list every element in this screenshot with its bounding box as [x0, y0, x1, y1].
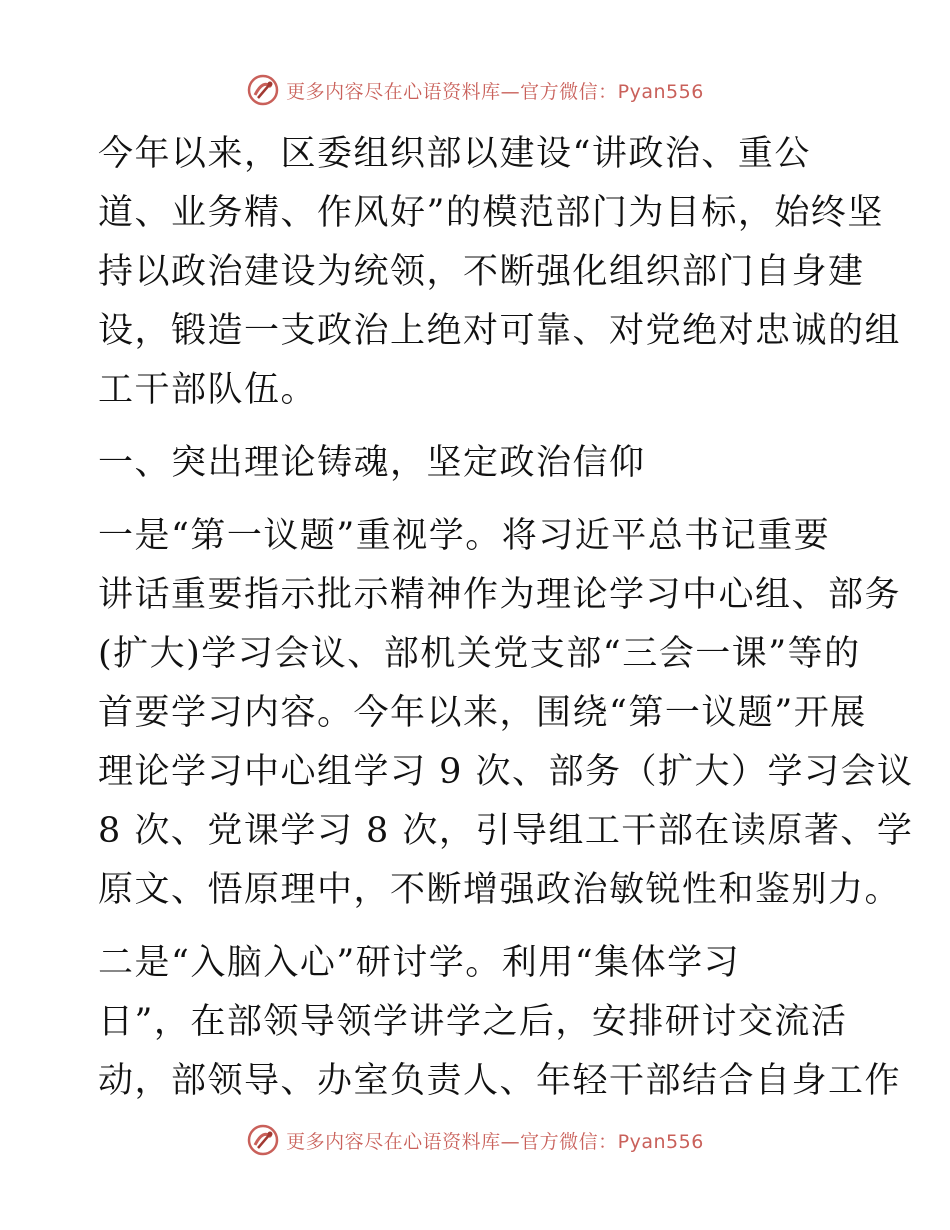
text-line: 设，锻造一支政治上绝对可靠、对党绝对忠诚的组	[98, 311, 902, 351]
text-line: 二是“入脑入心”研讨学。利用“集体学习	[98, 943, 741, 983]
text-line: 讲话重要指示批示精神作为理论学习中心组、部务	[98, 575, 902, 615]
intro-paragraph	[98, 125, 902, 420]
point-two-paragraph	[98, 934, 902, 1111]
header-watermark-banner	[0, 70, 950, 110]
text-line: 首要学习内容。今年以来，围绕“第一议题”开展	[98, 693, 867, 733]
text-line: 原文、悟原理中，不断增强政治敏锐性和鉴别力。	[98, 870, 902, 910]
text-line: 日”，在部领导领学讲学之后，安排研讨交流活	[98, 1002, 848, 1042]
text-line: 一是“第一议题”重视学。将习近平总书记重要	[98, 516, 831, 556]
seal-logo-icon	[246, 73, 280, 107]
section-heading	[98, 434, 858, 493]
footer-banner-text: 更多内容尽在心语资料库—官方微信：Pyan556	[286, 1130, 704, 1153]
text-line: (扩大)学习会议、部机关党支部“三会一课”等的	[98, 634, 861, 674]
document-body	[98, 125, 914, 1125]
text-line: 工干部队伍。	[98, 370, 318, 410]
section-heading-text: 一、突出理论铸魂，坚定政治信仰	[98, 443, 646, 483]
text-line: 动，部领导、办室负责人、年轻干部结合自身工作	[98, 1061, 902, 1101]
text-line: 今年以来，区委组织部以建设“讲政治、重公	[98, 134, 811, 174]
seal-logo-icon	[246, 1123, 280, 1157]
text-line: 持以政治建设为统领，不断强化组织部门自身建	[98, 252, 865, 292]
header-banner-text: 更多内容尽在心语资料库—官方微信：Pyan556	[286, 80, 704, 103]
text-line: 8 次、党课学习 8 次，引导组工干部在读原著、学	[98, 811, 914, 851]
text-line: 道、业务精、作风好”的模范部门为目标，始终坚	[98, 193, 884, 233]
text-line: 理论学习中心组学习 9 次、部务（扩大）学习会议	[98, 752, 914, 792]
point-one-paragraph	[98, 507, 914, 920]
footer-watermark-banner	[0, 1120, 950, 1160]
